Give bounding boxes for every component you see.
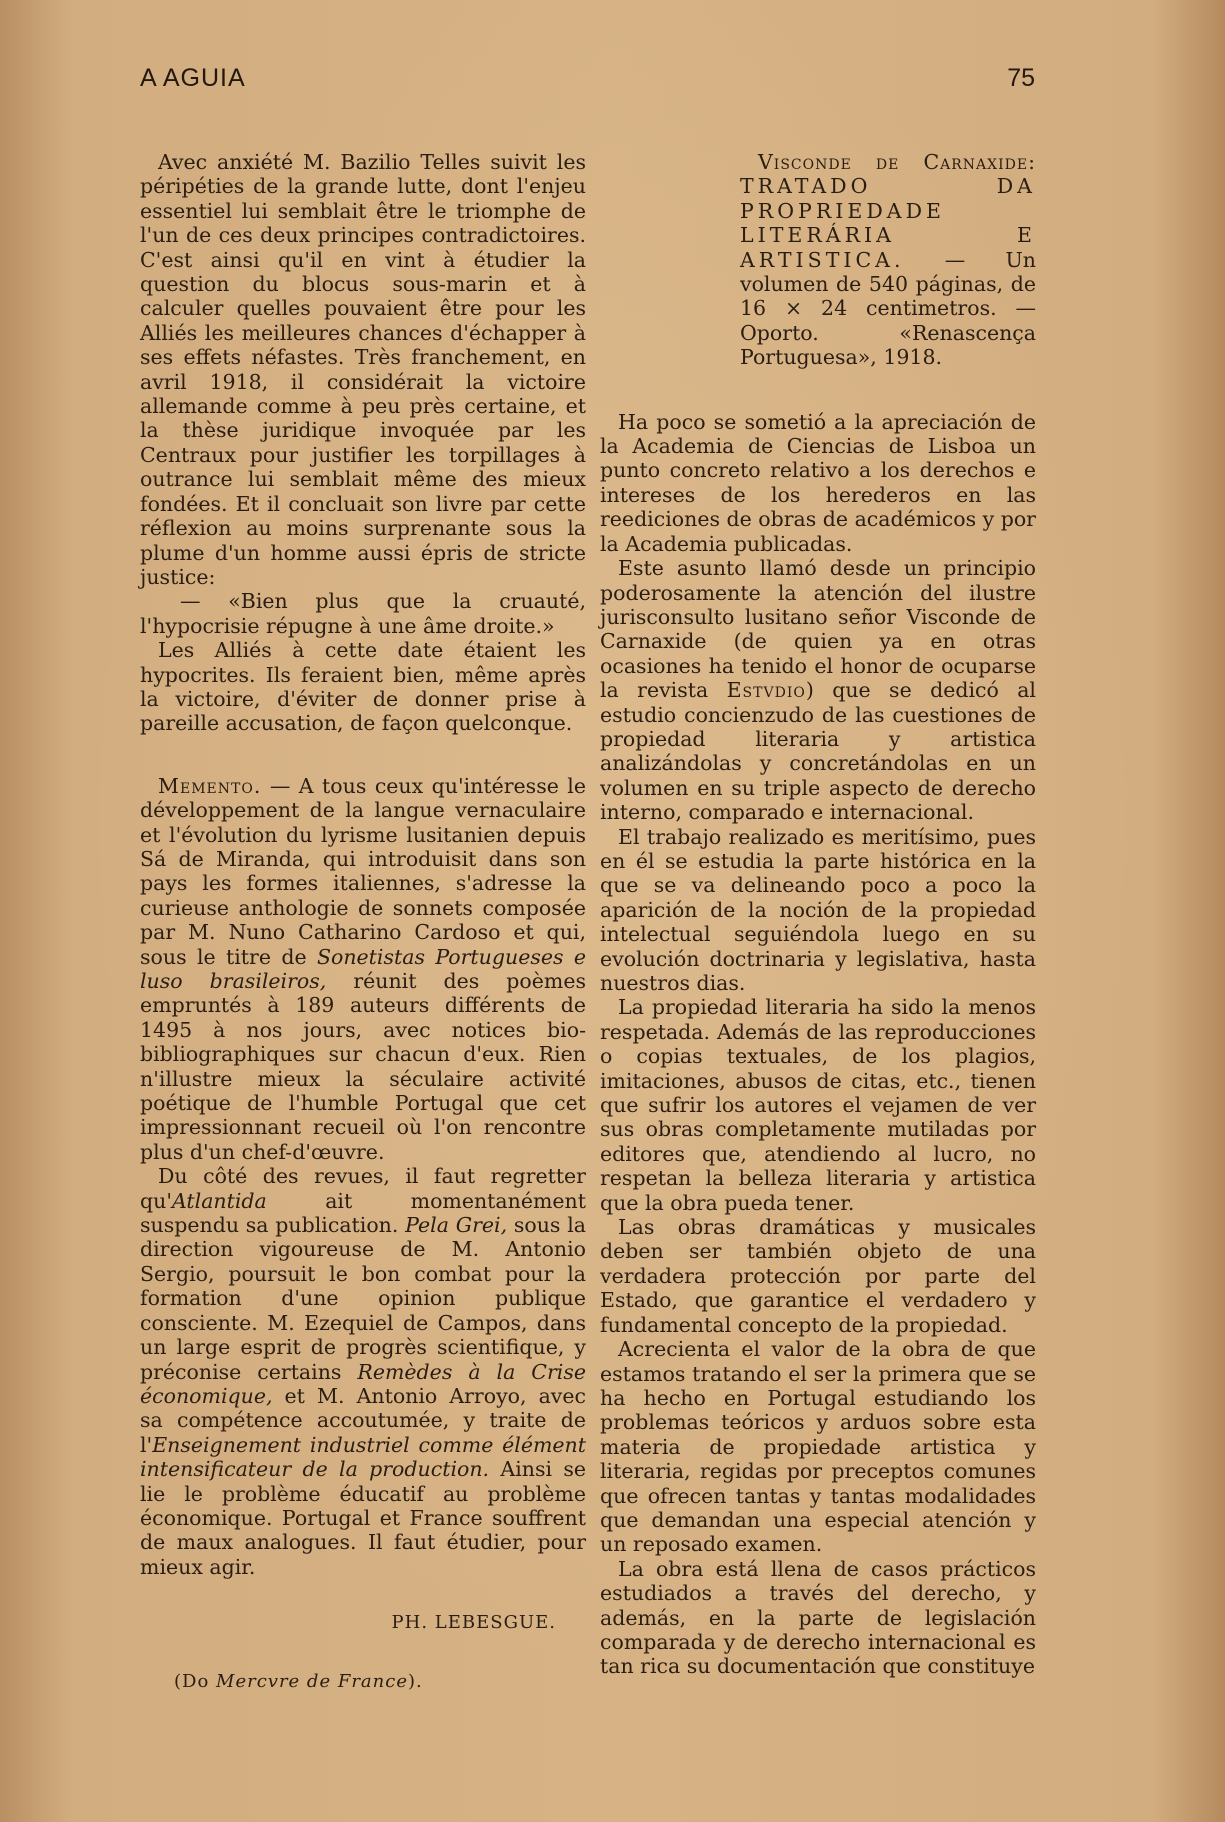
paragraph-telles: Avec anxiété M. Bazilio Telles suivit les péripéties de la grande lutte, dont l'enjeu essentiel lui semblait être le triomphe de l'un de ces deux principes contradictoires. C'est ainsi qu'il en vint à étudier la question du blocus sous-marin et à calculer quelles pouvaient être pour les Alliés les meilleures chances d'échapper à ses effets néfastes. Très franchement, en avril 1918, il considérait la victoire allemande comme à peu près certaine, et la thèse juridique invoquée par les Centraux pour justifier les torpillages à outrance lui semblait même des mieux fondées. Et il concluait son livre par cette réflexion au moins surprenante sous la plume d'un homme aussi épris de stricte justice: (140, 150, 586, 589)
revues-text-e: Ainsi se lie le problème éducatif au problème économique. Portugal et France souffrent de maux analogues. Il faut étudier, pour mieux agir. (140, 1457, 587, 1579)
paragraph-academia: Ha poco se sometió a la apreciación de la Academia de Ciencias de Lisboa un punto concreto relativo a los derechos e intereses de los herederos en las reediciones de obras de académicos y por la Academia publicadas. (600, 409, 1036, 556)
review-title: TRATADO DA PROPRIEDADE LITERÁRIA E ARTISTICA. (740, 174, 1036, 272)
estudio-title: Estvdio (726, 678, 806, 703)
paragraph-revues (140, 1164, 586, 1579)
anthology-title: Sonetistas Portugueses e luso brasileiros, (140, 944, 587, 993)
review-details: — Un volumen de 540 páginas, de 16 × 24 centimetros. — Oporto. «Renascença Portuguesa», 1918. (740, 247, 1036, 370)
memento-text-b: réunit des poèmes empruntés à 189 auteurs différents de 1495 à nos jours, avec notices bio-bibliographiques sur chacun d'eux. Rien n'illustre mieux la séculaire activité poétique de l'humble Portugal que cet impressionnant recueil où l'on rencontre plus d'un chef-d'œuvre. (140, 969, 586, 1164)
right-column (600, 150, 1036, 1679)
page-number: 75 (1007, 64, 1035, 92)
mercure-title: Mercvre de France (216, 1670, 408, 1692)
running-header-journal: A AGUIA (140, 64, 246, 92)
author-signature: PH. LEBESGUE. (391, 1612, 556, 1634)
spacer (140, 1579, 586, 1611)
asunto-text-b: ) que se dedicó al estudio concienzudo de las cuestiones de propiedad literaria y artistica analizándolas y concretándolas en un volumen en su triple aspecto de derecho interno, comparado e internacional. (600, 678, 1036, 825)
left-column (140, 150, 586, 1694)
paragraph-allies: Les Alliés à cette date étaient les hypocrites. Ils feraient bien, même après la victoire, d'éviter de donner prise à pareille accusation, de façon quelconque. (140, 638, 586, 736)
paragraph-memento (140, 774, 586, 1165)
enseignement-title: Enseignement industriel comme élément intensificateur de la production. (140, 1432, 586, 1482)
source-text-b: ). (407, 1670, 423, 1692)
paragraph-asunto (600, 556, 1036, 824)
paragraph-acrecienta: Acrecienta el valor de la obra de que estamos tratando el ser la primera que se ha hecho en Portugal estudiando los problemas teóricos y arduos sobre esta materia de propiedade artistica y literaria, regidas por preceptos comunes que ofrecen tantas y tantas modalidades que demandan una especial atención y un reposado examen. (600, 1337, 1036, 1557)
revues-text-a: Du côté des revues, il faut regretter qu' (140, 1164, 586, 1213)
revues-text-c: sous la direction vigoureuse de M. Antonio Sergio, poursuit le bon combat pour la formation d'une opinion publique consciente. M. Ezequiel de Campos, dans un large esprit de progrès scientifique, y préconise certains (140, 1213, 586, 1384)
quotation: — «Bien plus que la cruauté, l'hypocrisie répugne à une âme droite.» (140, 589, 586, 638)
pela-grei-title: Pela Grei, (405, 1213, 508, 1238)
revues-text-b: ait momentanément suspendu sa publication. (140, 1188, 586, 1238)
paragraph-trabajo: El trabajo realizado es meritísimo, pues en él se estudia la parte histórica en la que se va delineando poco a poco la aparición de la noción de la propiedad intelectual seguiéndola luego en su evolución doctrinaria y legislativa, hasta nuestros dias. (600, 824, 1036, 995)
review-heading (740, 150, 1036, 370)
source-citation (140, 1670, 586, 1694)
paragraph-obras-dramaticas: Las obras dramáticas y musicales deben ser también objeto de una verdadera protección por parte del Estado, que garantice el verdadero y fundamental concepto de la propiedad. (600, 1215, 1036, 1337)
paragraph-casos: La obra está llena de casos prácticos estudiados a través del derecho, y además, en la parte de legislación comparada y de derecho internacional es tan rica su documentación que constituye (600, 1556, 1036, 1679)
remedes-title: Remèdes à la Crise économique, (140, 1359, 586, 1408)
spacer (140, 736, 586, 774)
memento-label: Memento. (158, 773, 262, 798)
revues-text-d: et M. Antonio Arroyo, avec sa compétence accoutumée, y traite de l' (140, 1383, 586, 1457)
paragraph-propiedad: La propiedad literaria ha sido la menos respetada. Además de las reproducciones o copias textuales, de los plagios, imitaciones, abusos de citas, etc., tienen que sufrir los autores el vejamen de ver sus obras completamente mutiladas por editores que, atendiendo al lucro, no respetan la belleza literaria y artistica que la obra pueda tener. (600, 995, 1036, 1215)
memento-text-a: — A tous ceux qu'intéresse le développement de la langue vernaculaire et l'évolution du lyrisme lusitanien depuis Sá de Miranda, qui introduisit dans son pays les formes italiennes, s'adresse la curieuse anthologie de sonnets composée par M. Nuno Catharino Cardoso et qui, sous le titre de (140, 773, 586, 969)
asunto-text-a: Este asunto llamó desde un principio poderosamente la atención del ilustre jurisconsulto lusitano señor Visconde de Carnaxide (de quien ya en otras ocasiones ha tenido el honor de ocuparse la revista (600, 556, 1036, 703)
atlantida-title: Atlantida (171, 1188, 267, 1213)
review-author: Visconde de Carnaxide: (758, 150, 1036, 174)
source-text-a: (Do (174, 1670, 217, 1692)
